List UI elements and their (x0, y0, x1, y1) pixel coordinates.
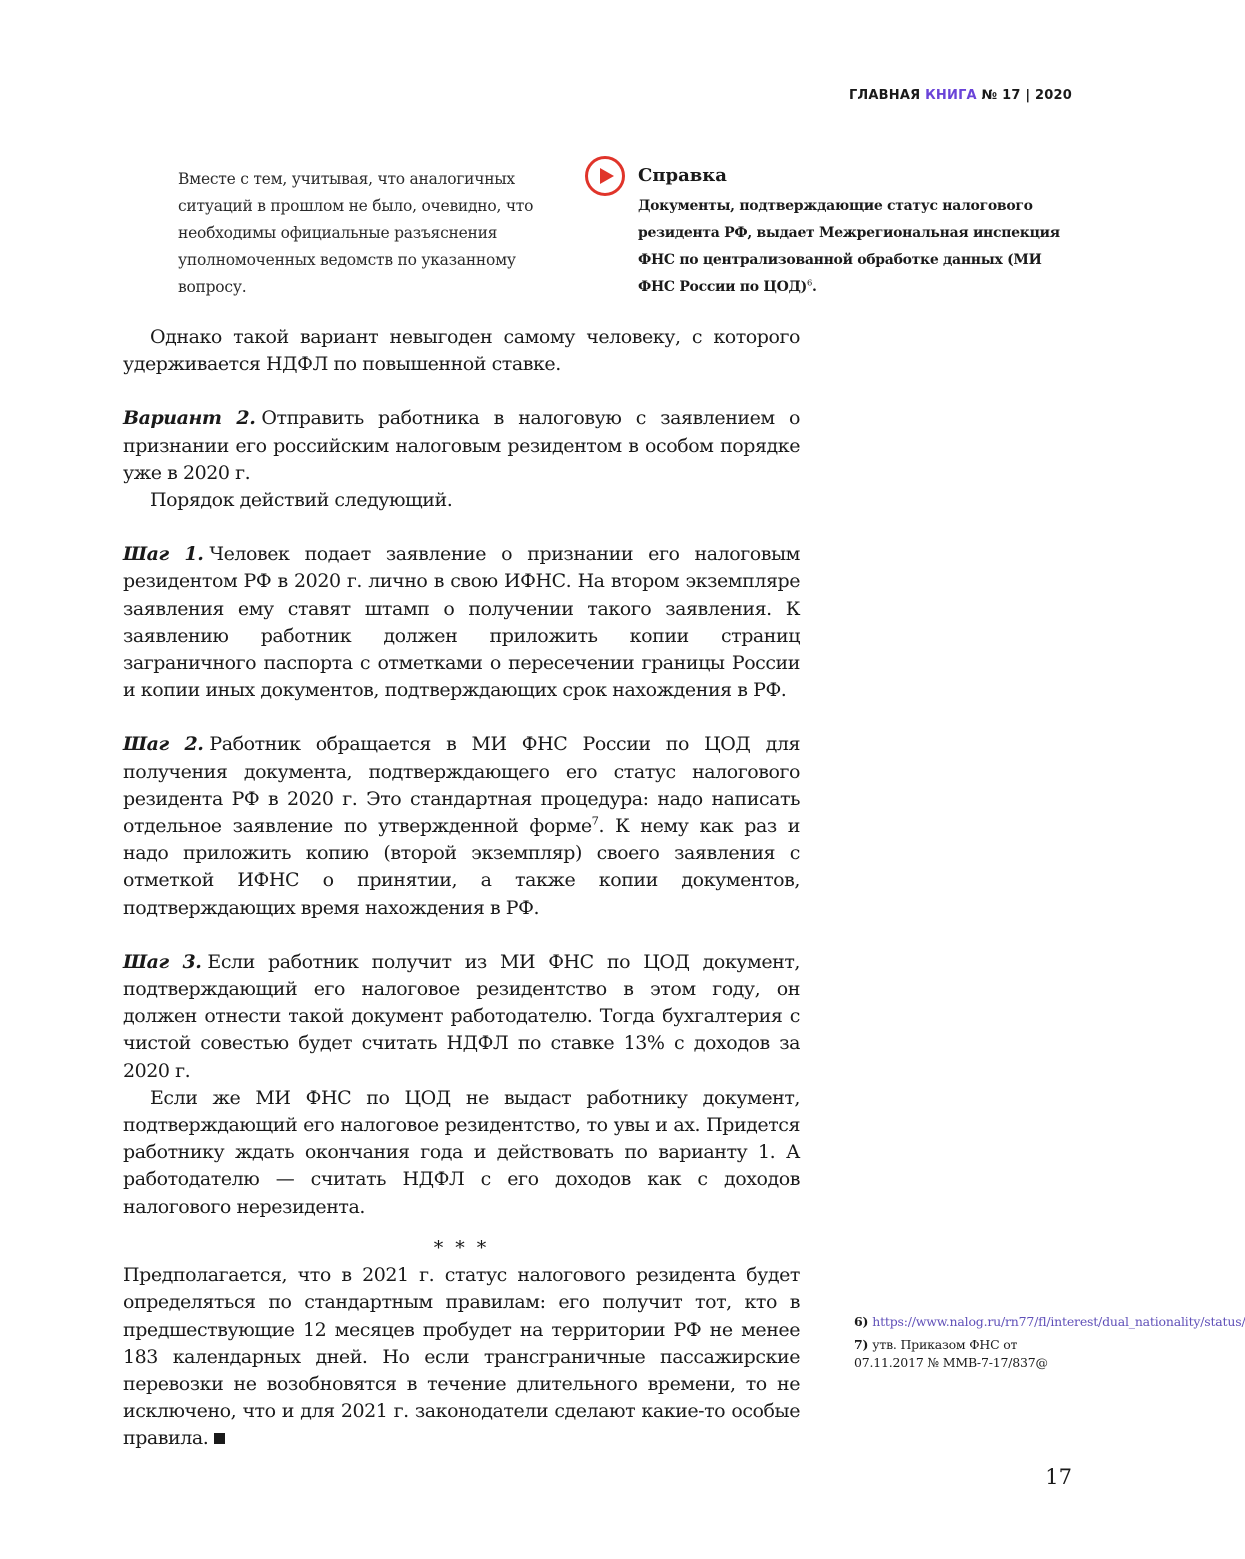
footnote-7 (854, 1336, 1079, 1372)
step-label: Шаг 1. (123, 543, 204, 566)
reference-end: . (811, 279, 817, 295)
issue-number: № 17 | 2020 (981, 88, 1072, 103)
final-paragraph (123, 1262, 800, 1452)
running-header (849, 88, 1072, 103)
variant-2-paragraph (123, 405, 800, 487)
step-label: Шаг 3. (123, 950, 202, 973)
step-text: Если работник получит из МИ ФНС по ЦОД документ, подтверждающий его налоговое резидентство в этом году, он должен отнести такой документ работодателю. Тогда бухгалтерия с чистой совестью будет считать НДФЛ по ставке 13% с доходов за 2020 г. (123, 950, 801, 1082)
reference-title: Справка (638, 165, 727, 186)
step-text: Работник обращается в МИ ФНС России по ЦОД для получения документа, подтверждающего его статус налогового резидента РФ в 2020 г. Это стандартная процедура: надо написать отдельное заявление по утвержденной форме (123, 733, 800, 838)
step-3-paragraph (123, 949, 800, 1085)
side-note: Вместе с тем, учитывая, что аналогичных ситуаций в прошлом не было, очевидно, что необходимы официальные разъяснения уполномоченных ведомств по указанному вопросу. (178, 170, 534, 296)
end-of-article-mark (214, 1433, 225, 1444)
final-text: Предполагается, что в 2021 г. статус налогового резидента будет определяться по стандартным правилам: его получит тот, кто в предшествующие 12 месяцев пробудет на территории РФ не менее 183 календарных дней. Но если трансграничные пассажирские перевозки не возобновятся в течение длительного времени, то не исключено, что и для 2021 г. законодатели сделают какие-то особые правила. (123, 1264, 800, 1450)
magazine-title-accent: КНИГА (925, 88, 977, 103)
step-text-continued: . К нему как раз и надо приложить копию (второй экземпляр) своего заявления с отметкой ИФНС о принятии, а также копии документов, подтверждающих время нахождения в РФ. (123, 815, 800, 919)
footnotes (854, 1313, 1245, 1377)
page-number: 17 (1045, 1465, 1072, 1489)
footnote-mark-7[interactable]: 7 (591, 813, 599, 828)
variant-text: Отправить работника в налоговую с заявлением о признании его российским налоговым резидентом в особом порядке уже в 2020 г. (123, 407, 801, 484)
variant-label: Вариант 2. (123, 407, 256, 430)
article-body (123, 324, 800, 1453)
paragraph: Порядок действий следующий. (150, 489, 453, 512)
footnote-mark-6[interactable]: 6 (806, 277, 812, 288)
play-icon (584, 155, 626, 197)
footnote-text: утв. Приказом ФНС от 07.11.2017 № ММВ-7-17/837@ (854, 1337, 1048, 1370)
footnote-6 (854, 1313, 1245, 1331)
paragraph: Однако такой вариант невыгоден самому человеку, с которого удерживается НДФЛ по повышенной ставке. (123, 326, 800, 376)
step-label: Шаг 2. (123, 733, 204, 756)
paragraph: Если же МИ ФНС по ЦОД не выдаст работнику документ, подтверждающий его налоговое резидентство, то увы и ах. Придется работнику ждать окончания года и действовать по варианту 1. А работодателю — считать НДФЛ с его доходов как с доходов налогового нерезидента. (123, 1086, 800, 1218)
reference-body (638, 193, 1070, 301)
step-text: Человек подает заявление о признании его налоговым резидентом РФ в 2020 г. лично в свою ИФНС. На втором экземпляре заявления ему ставят штамп о получении такого заявления. К заявлению работник должен приложить копии страниц заграничного паспорта с отметками о пересечении границы России и копии иных документов, подтверждающих срок нахождения в РФ. (123, 543, 800, 702)
step-1-paragraph (123, 541, 800, 704)
footnote-number: 7) (854, 1337, 869, 1352)
footnote-link[interactable]: https://www.nalog.ru/rn77/fl/interest/dual_nationality/status/ (872, 1314, 1245, 1329)
magazine-title: ГЛАВНАЯ (848, 88, 921, 103)
section-separator: * * * (433, 1236, 490, 1259)
reference-text: Документы, подтверждающие статус налогового резидента РФ, выдает Межрегиональная инспекция ФНС по централизованной обработке данных (МИ ФНС России по ЦОД) (638, 198, 1060, 295)
footnote-number: 6) (854, 1314, 869, 1329)
step-2-paragraph (123, 731, 800, 921)
